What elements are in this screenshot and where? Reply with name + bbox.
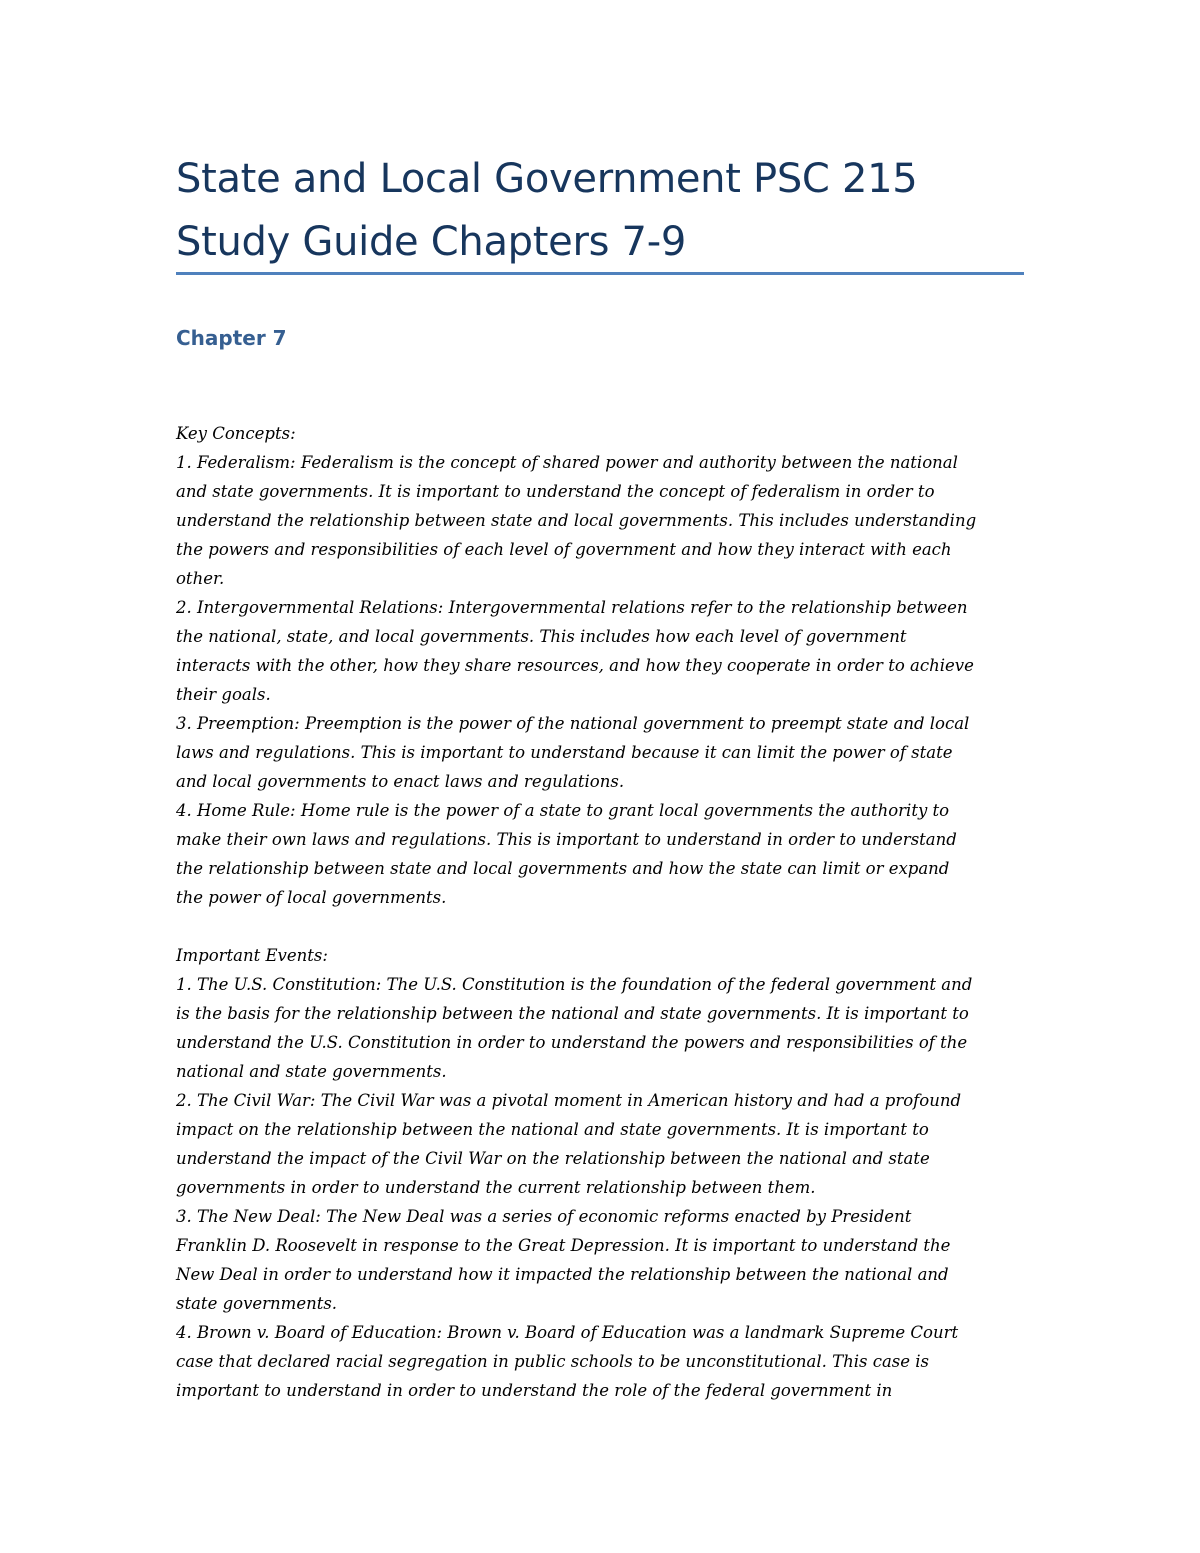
- body-line: the relationship between state and local governments and how the state can limit or expand: [176, 859, 950, 878]
- section-heading: Key Concepts:: [176, 424, 296, 443]
- section-key-concepts: [176, 419, 1026, 912]
- body-line: impact on the relationship between the national and state governments. It is important to: [176, 1120, 929, 1139]
- document-title: [176, 148, 1026, 274]
- body-line: interacts with the other, how they share resources, and how they cooperate in order to achieve: [176, 656, 974, 675]
- body-line: 4. Brown v. Board of Education: Brown v. Board of Education was a landmark Supreme Court: [176, 1323, 959, 1342]
- body-line: national and state governments.: [176, 1062, 447, 1081]
- body-line: the powers and responsibilities of each level of government and how they interact with each: [176, 540, 952, 559]
- body-line: and local governments to enact laws and regulations.: [176, 772, 625, 791]
- body-line: 3. The New Deal: The New Deal was a series of economic reforms enacted by President: [176, 1207, 912, 1226]
- body-line: is the basis for the relationship between the national and state governments. It is important to: [176, 1004, 969, 1023]
- body-line: case that declared racial segregation in public schools to be unconstitutional. This case is: [176, 1352, 930, 1371]
- body-line: laws and regulations. This is important to understand because it can limit the power of state: [176, 743, 953, 762]
- body-line: 1. Federalism: Federalism is the concept of shared power and authority between the national: [176, 453, 958, 472]
- body-line: the power of local governments.: [176, 888, 447, 907]
- body-line: state governments.: [176, 1294, 338, 1313]
- body-line: understand the impact of the Civil War on the relationship between the national and state: [176, 1149, 930, 1168]
- chapter-heading: Chapter 7: [176, 326, 287, 350]
- body-line: understand the relationship between state and local governments. This includes understanding: [176, 511, 977, 530]
- body-line: New Deal in order to understand how it impacted the relationship between the national and: [176, 1265, 949, 1284]
- body-line: 3. Preemption: Preemption is the power of the national government to preempt state and local: [176, 714, 970, 733]
- body-line: the national, state, and local governments. This includes how each level of government: [176, 627, 907, 646]
- body-line: 2. Intergovernmental Relations: Intergovernmental relations refer to the relationship between: [176, 598, 968, 617]
- body-line: 1. The U.S. Constitution: The U.S. Constitution is the foundation of the federal government and: [176, 975, 973, 994]
- body-line: make their own laws and regulations. This is important to understand in order to understand: [176, 830, 957, 849]
- body-line: their goals.: [176, 685, 271, 704]
- body-line: governments in order to understand the current relationship between them.: [176, 1178, 816, 1197]
- title-line-1: State and Local Government PSC 215: [176, 156, 918, 202]
- body-line: 4. Home Rule: Home rule is the power of a state to grant local governments the authority to: [176, 801, 950, 820]
- body-line: important to understand in order to understand the role of the federal government in: [176, 1381, 893, 1400]
- title-line-2: Study Guide Chapters 7-9: [176, 219, 686, 265]
- section-heading: Important Events:: [176, 946, 328, 965]
- body-line: Franklin D. Roosevelt in response to the Great Depression. It is important to understand the: [176, 1236, 951, 1255]
- body-line: other.: [176, 569, 225, 588]
- paragraph-gap: [176, 912, 1026, 941]
- document-body: [176, 419, 1026, 1405]
- body-line: 2. The Civil War: The Civil War was a pivotal moment in American history and had a profound: [176, 1091, 962, 1110]
- title-divider: [176, 272, 1024, 275]
- body-line: and state governments. It is important to understand the concept of federalism in order to: [176, 482, 935, 501]
- section-important-events: [176, 941, 1026, 1405]
- body-line: understand the U.S. Constitution in order to understand the powers and responsibilities of the: [176, 1033, 968, 1052]
